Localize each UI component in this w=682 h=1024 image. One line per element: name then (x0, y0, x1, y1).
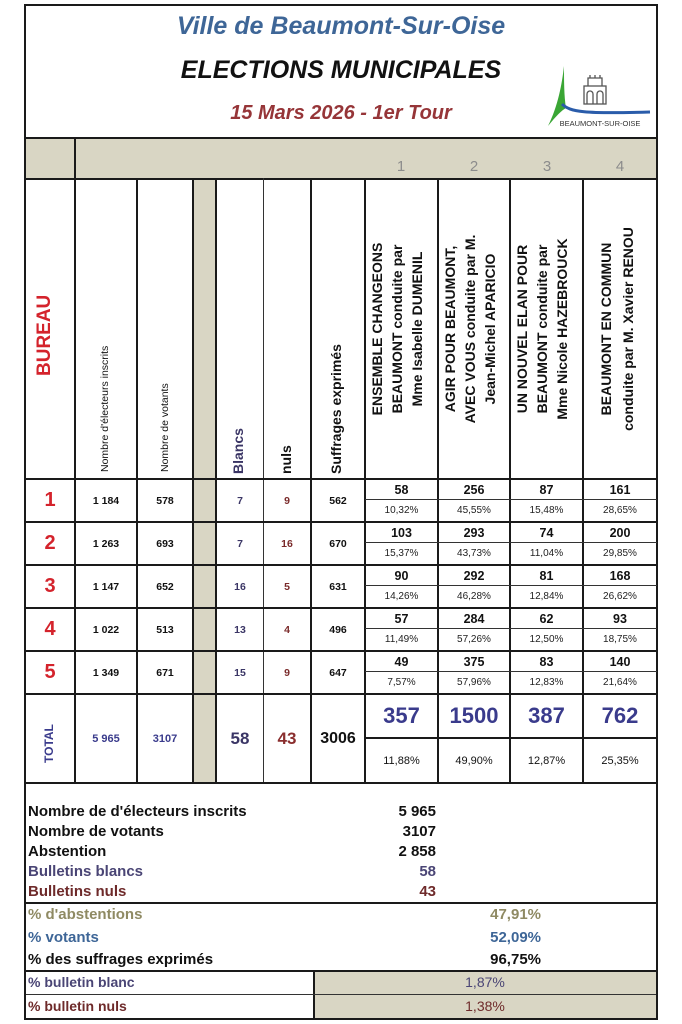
list-2-votes: 292 (463, 568, 485, 583)
list-4-pct: 21,64% (603, 677, 637, 688)
blancs-value: 7 (237, 494, 243, 507)
list-3-votes: 74 (539, 525, 554, 540)
blancs-value: 13 (234, 623, 246, 636)
votants-value: 513 (156, 623, 174, 636)
votants-value: 671 (156, 666, 174, 679)
pct-exprimes-value: 96,75% (490, 951, 541, 968)
list-1-line: BEAUMONT conduite par (389, 244, 405, 414)
list-4-votes: 168 (609, 568, 631, 583)
list-number-4: 4 (615, 158, 625, 175)
votants-value: 693 (156, 537, 174, 550)
divider (24, 902, 658, 904)
bureau-header: BUREAU (34, 294, 55, 376)
list-2-line: Jean-Michel APARICIO (482, 253, 498, 405)
summary-nuls-label: Bulletins nuls (28, 883, 127, 900)
list-2-pct: 57,96% (457, 677, 491, 688)
list-3-pct: 11,04% (529, 548, 564, 559)
list-1-line: ENSEMBLE CHANGEONS (369, 242, 385, 416)
nuls-value: 16 (281, 537, 293, 550)
nuls-value: 9 (284, 666, 290, 679)
list-2-pct: 46,28% (457, 591, 491, 602)
castle-logo-icon (540, 64, 652, 132)
inscrits-value: 1 263 (92, 537, 120, 550)
list-header-1 (367, 184, 427, 474)
summary-inscrits-value: 5 965 (398, 803, 436, 820)
total-inscrits: 5 965 (92, 732, 120, 745)
list-number-2: 2 (469, 158, 479, 175)
list-1-votes: 57 (394, 611, 409, 626)
pct-nuls-value: 1,38% (465, 998, 505, 1014)
summary-votants-value: 3107 (402, 823, 436, 840)
total-list-2-pct: 49,90% (455, 754, 493, 767)
pct-nuls-label: % bulletin nuls (28, 998, 127, 1014)
summary-abstention-label: Abstention (28, 843, 107, 860)
list-4-votes: 93 (613, 611, 627, 626)
list-1-pct: 11,49% (384, 634, 419, 645)
list-header-2 (440, 184, 500, 474)
list-3-line: UN NOUVEL ELAN POUR (514, 244, 530, 414)
list-1-votes: 58 (394, 482, 409, 497)
votants-value: 578 (156, 494, 174, 507)
bureau-number: 3 (44, 575, 56, 597)
list-4-votes: 140 (609, 654, 631, 669)
svg-text:BEAUMONT-SUR-OISE: BEAUMONT-SUR-OISE (559, 119, 641, 128)
inscrits-value: 1 022 (92, 623, 120, 636)
list-3-line: BEAUMONT conduite par (534, 244, 550, 414)
total-exprimes: 3006 (320, 729, 356, 747)
list-3-pct: 15,48% (529, 505, 564, 516)
list-3-votes: 87 (539, 482, 554, 497)
list-2-votes: 293 (463, 525, 485, 540)
summary-abstention-value: 2 858 (398, 843, 436, 860)
total-list-2-votes: 1500 (449, 703, 499, 728)
blancs-header: Blancs (230, 428, 246, 474)
list-1-votes: 49 (394, 654, 409, 669)
pct-votants-value: 52,09% (490, 929, 541, 946)
inscrits-value: 1 184 (92, 494, 120, 507)
total-nuls: 43 (277, 728, 297, 748)
pct-votants-label: % votants (28, 929, 99, 946)
pct-abstention-value: 47,91% (490, 906, 541, 923)
exprimes-value: 647 (329, 666, 347, 679)
pct-exprimes-label: % des suffrages exprimés (28, 951, 214, 968)
list-2-pct: 45,55% (457, 505, 491, 516)
pct-blanc-label: % bulletin blanc (28, 974, 135, 990)
list-header-3 (512, 184, 572, 474)
list-header-4 (595, 184, 639, 474)
divider (24, 178, 658, 180)
list-2-pct: 57,26% (457, 634, 491, 645)
list-3-pct: 12,84% (529, 591, 564, 602)
total-list-4-pct: 25,35% (601, 754, 639, 767)
bureau-number: 1 (44, 489, 56, 511)
list-number-3: 3 (542, 158, 552, 175)
list-2-pct: 43,73% (457, 548, 491, 559)
total-blancs: 58 (230, 728, 250, 748)
list-number-1: 1 (396, 158, 406, 175)
list-3-pct: 12,83% (529, 677, 564, 688)
nuls-header: nuls (278, 445, 294, 474)
list-2-line: AGIR POUR BEAUMONT, (442, 245, 458, 413)
bureau-number: 5 (44, 661, 56, 683)
inscrits-value: 1 147 (92, 580, 120, 593)
total-list-4-votes: 762 (601, 703, 639, 728)
list-1-pct: 15,37% (384, 548, 419, 559)
nuls-value: 9 (284, 494, 290, 507)
list-3-votes: 81 (539, 568, 554, 583)
list-3-line: Mme Nicole HAZEBROUCK (554, 238, 570, 420)
exprimes-value: 562 (329, 494, 347, 507)
inscrits-value: 1 349 (92, 666, 120, 679)
page-title: ELECTIONS MUNICIPALES (180, 56, 502, 84)
city-logo (540, 64, 652, 132)
list-1-pct: 7,57% (387, 677, 416, 688)
row-line (24, 782, 658, 784)
summary-inscrits-label: Nombre de d'électeurs inscrits (28, 803, 247, 820)
list-3-pct: 12,50% (529, 634, 564, 645)
list-1-votes: 90 (394, 568, 409, 583)
list-3-votes: 62 (539, 611, 554, 626)
blancs-value: 7 (237, 537, 243, 550)
exprimes-header: Suffrages exprimés (328, 344, 344, 474)
pct-blanc-value: 1,87% (465, 974, 505, 990)
bureau-number: 4 (44, 618, 56, 640)
bureau-number: 2 (44, 532, 56, 554)
blancs-value: 16 (234, 580, 246, 593)
total-label: TOTAL (42, 724, 56, 763)
list-2-votes: 256 (463, 482, 485, 497)
total-votants: 3107 (152, 732, 178, 745)
divider (26, 994, 656, 995)
date-round: 15 Mars 2026 - 1er Tour (230, 102, 452, 124)
list-4-pct: 26,62% (603, 591, 637, 602)
list-1-pct: 14,26% (384, 591, 419, 602)
summary-votants-label: Nombre de votants (28, 823, 164, 840)
total-list-1-votes: 357 (383, 703, 420, 728)
exprimes-value: 496 (329, 623, 347, 636)
list-4-votes: 161 (609, 482, 631, 497)
summary-blancs-value: 58 (419, 863, 436, 880)
header-band (26, 139, 656, 179)
list-4-line: conduite par M. Xavier RENOU (620, 227, 636, 431)
list-4-pct: 28,65% (603, 505, 637, 516)
list-4-votes: 200 (609, 525, 631, 540)
city-title: Ville de Beaumont-Sur-Oise (176, 12, 506, 40)
inscrits-header: Nombre d'électeurs inscrits (99, 345, 111, 472)
total-list-3-pct: 12,87% (527, 754, 566, 767)
list-2-line: AVEC VOUS conduite par M. (462, 234, 478, 424)
votants-value: 652 (156, 580, 174, 593)
exprimes-value: 670 (329, 537, 347, 550)
nuls-value: 4 (284, 623, 290, 636)
list-4-pct: 18,75% (603, 634, 637, 645)
votants-header: Nombre de votants (159, 383, 171, 472)
pct-abstention-label: % d'abstentions (28, 906, 143, 923)
blancs-value: 15 (234, 666, 246, 679)
list-4-pct: 29,85% (603, 548, 637, 559)
list-1-votes: 103 (391, 525, 412, 540)
list-2-votes: 375 (463, 654, 485, 669)
summary-blancs-label: Bulletins blancs (28, 863, 144, 880)
list-4-line: BEAUMONT EN COMMUN (598, 242, 614, 416)
nuls-value: 5 (284, 580, 290, 593)
summary-nuls-value: 43 (419, 883, 436, 900)
total-list-3-votes: 387 (528, 703, 565, 728)
exprimes-value: 631 (329, 580, 347, 593)
total-list-1-pct: 11,88% (383, 754, 420, 767)
list-1-pct: 10,32% (384, 505, 419, 516)
list-1-line: Mme Isabelle DUMENIL (409, 251, 425, 407)
list-3-votes: 83 (539, 654, 554, 669)
list-2-votes: 284 (463, 611, 485, 626)
